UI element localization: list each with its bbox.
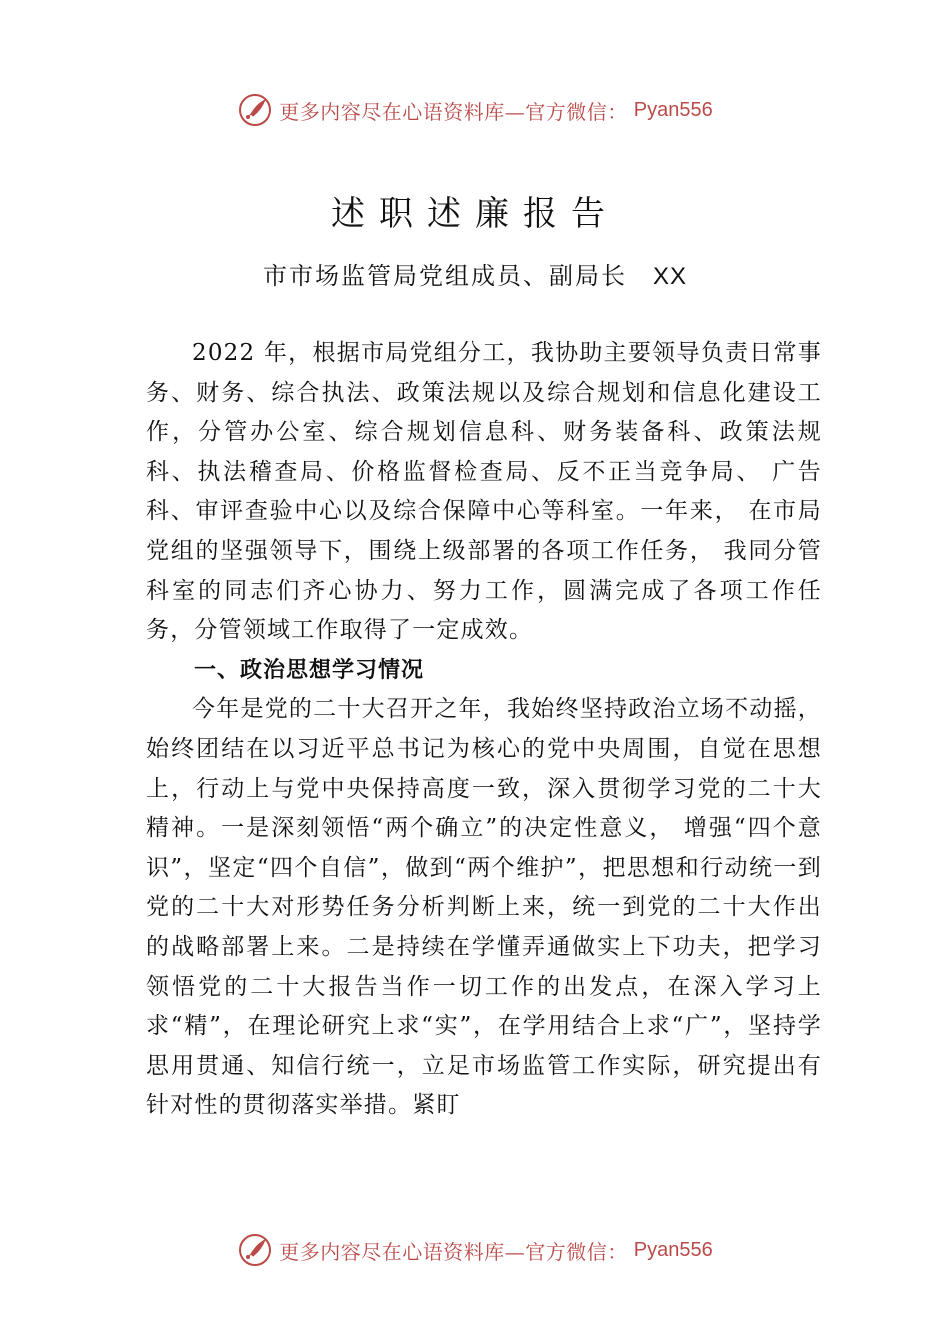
subtitle-position: 市市场监管局党组成员、副局长 bbox=[262, 262, 627, 290]
quill-logo-icon bbox=[237, 92, 273, 128]
quill-logo-icon bbox=[237, 1232, 273, 1268]
footer-watermark bbox=[0, 1232, 950, 1268]
section-heading: 一、政治思想学习情况 bbox=[194, 657, 425, 683]
watermark-id: Pyan556 bbox=[633, 1238, 713, 1261]
watermark-text: 更多内容尽在心语资料库—官方微信： bbox=[279, 1239, 628, 1264]
subtitle-author: XX bbox=[652, 263, 687, 290]
document-body bbox=[146, 334, 822, 1126]
section-paragraph: 今年是党的二十大召开之年，我始终坚持政治立场不动摇，始终团结在以习近平总书记为核心的党中央周围，自觉在思想上，行动上与党中央保持高度一致，深入贯彻学习党的二十大精神。一是深刻领悟“两个确立”的决定性意义， 增强“四个意识”，坚定“四个自信”，做到“两个维护”，把思想和行动统一到党的二十大对形势任务分析判断上来，统一到党的二十大作出的战略部署上来。二是持续在学懂弄通做实上下功夫，把学习领悟党的二十大报告当作一切工作的出发点，在深入学习上求“精”，在理论研究上求“实”，在学用结合上求“广”，坚持学思用贯通、知信行统一，立足市场监管工作实际，研究提出有针对性的贯彻落实举措。紧盯 bbox=[146, 696, 822, 1119]
document-subtitle bbox=[0, 256, 950, 291]
watermark-id: Pyan556 bbox=[633, 98, 713, 121]
header-watermark bbox=[0, 92, 950, 128]
intro-paragraph: 2022 年，根据市局党组分工，我协助主要领导负责日常事务、财务、综合执法、政策法规以及综合规划和信息化建设工作，分管办公室、综合规划信息科、财务装备科、政策法规科、执法稽查局、价格监督检查局、反不正当竞争局、 广告科、审评查验中心以及综合保障中心等科室。一年来， 在市局党组的坚强领导下，围绕上级部署的各项工作任务， 我同分管科室的同志们齐心协力、努力工作，圆满完成了各项工作任务，分管领域工作取得了一定成效。 bbox=[146, 340, 822, 644]
watermark-text: 更多内容尽在心语资料库—官方微信： bbox=[279, 99, 628, 124]
document-title: 述职述廉报告 bbox=[331, 194, 619, 234]
